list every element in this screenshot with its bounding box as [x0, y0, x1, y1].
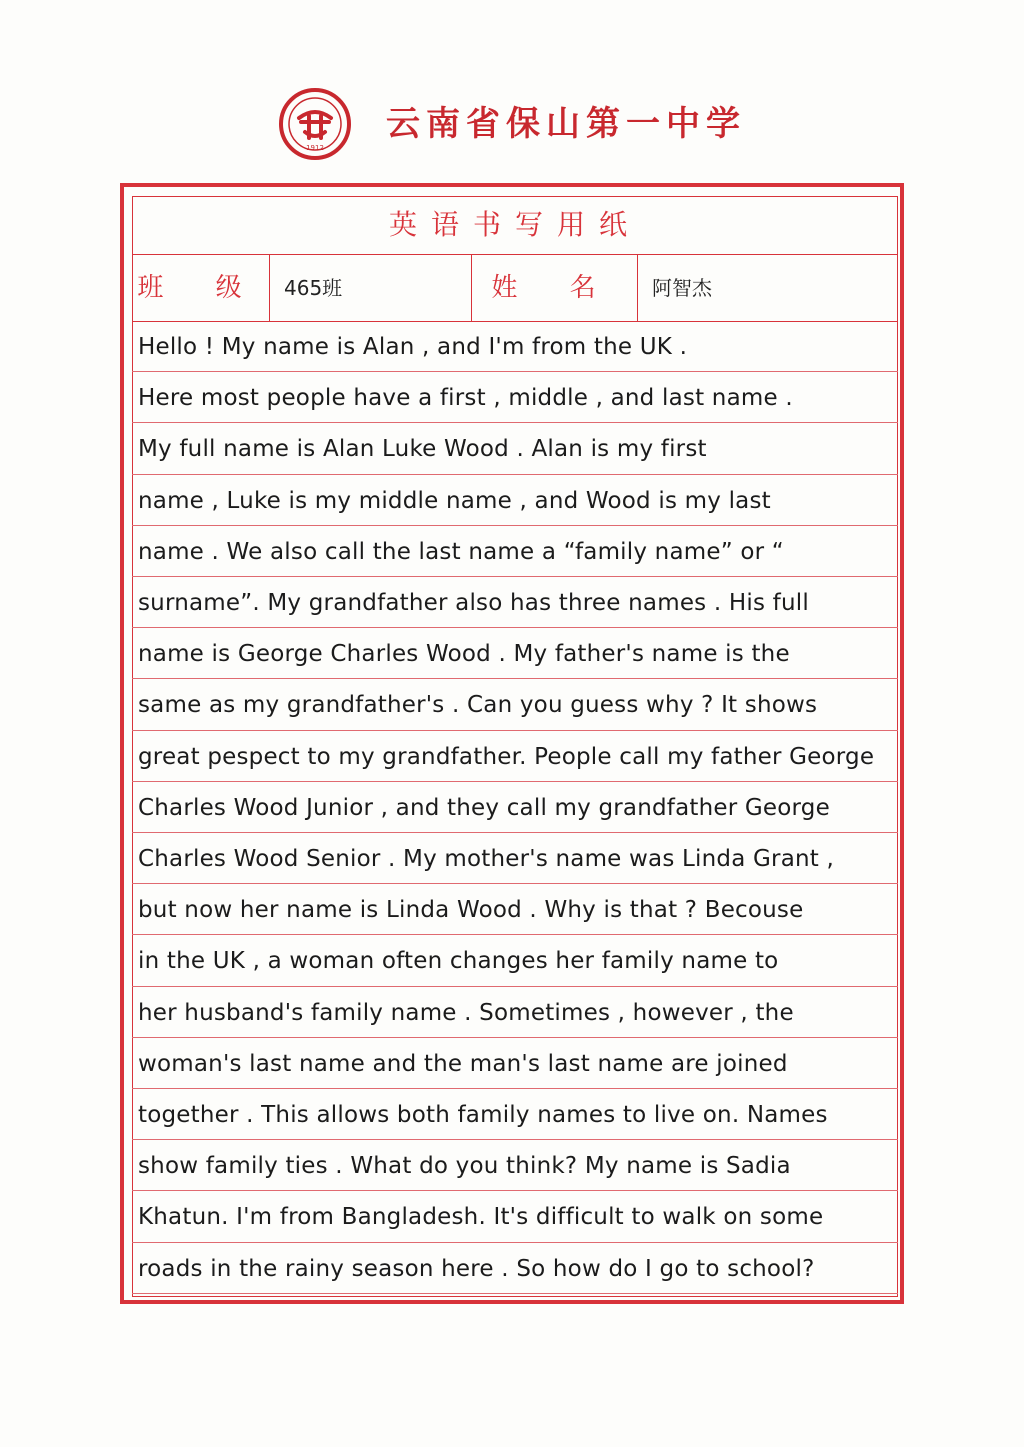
name-label: 姓 名 — [491, 273, 618, 303]
class-label-cell — [132, 255, 270, 321]
name-value-cell[interactable] — [638, 255, 898, 321]
text-line: in the UK , a woman often changes her family name to — [138, 948, 779, 974]
text-line: My full name is Alan Luke Wood . Alan is my first — [138, 436, 707, 462]
text-line: Charles Wood Junior , and they call my grandfather George — [138, 795, 830, 821]
text-line: Hello ! My name is Alan , and I'm from the UK . — [138, 334, 688, 360]
name-value: 阿智杰 — [652, 276, 712, 300]
school-seal-icon — [279, 88, 351, 160]
text-line: show family ties . What do you think? My name is Sadia — [138, 1153, 791, 1179]
text-line: Here most people have a first , middle , and last name . — [138, 385, 793, 411]
seal-year: 1912 — [306, 144, 324, 152]
text-line: her husband's family name . Sometimes , however , the — [138, 1000, 794, 1026]
text-line: together . This allows both family names to live on. Names — [138, 1102, 828, 1128]
class-value: 465班 — [284, 276, 343, 300]
name-label-cell — [472, 255, 638, 321]
class-label: 班 级 — [137, 273, 264, 303]
text-line: name is George Charles Wood . My father's name is the — [138, 641, 790, 667]
letterhead — [0, 88, 1024, 168]
text-line: woman's last name and the man's last name are joined — [138, 1051, 788, 1077]
class-value-cell[interactable] — [270, 255, 472, 321]
text-line: Charles Wood Senior . My mother's name was Linda Grant , — [138, 846, 835, 872]
text-line: Khatun. I'm from Bangladesh. It's difficult to walk on some — [138, 1204, 824, 1230]
text-line: name . We also call the last name a “family name” or “ — [138, 539, 784, 565]
info-row — [132, 255, 898, 322]
text-line: but now her name is Linda Wood . Why is that ? Becouse — [138, 897, 804, 923]
text-line: surname”. My grandfather also has three names . His full — [138, 590, 809, 616]
text-line: same as my grandfather's . Can you guess why ? It shows — [138, 692, 818, 718]
sheet-title: 英语书写用纸 — [132, 196, 898, 255]
school-name: 云南省保山第一中学 — [386, 104, 746, 144]
text-line: name , Luke is my middle name , and Wood is my last — [138, 488, 771, 514]
text-line: great pespect to my grandfather. People call my father George — [138, 744, 875, 770]
text-line: roads in the rainy season here . So how do I go to school? — [138, 1256, 815, 1282]
